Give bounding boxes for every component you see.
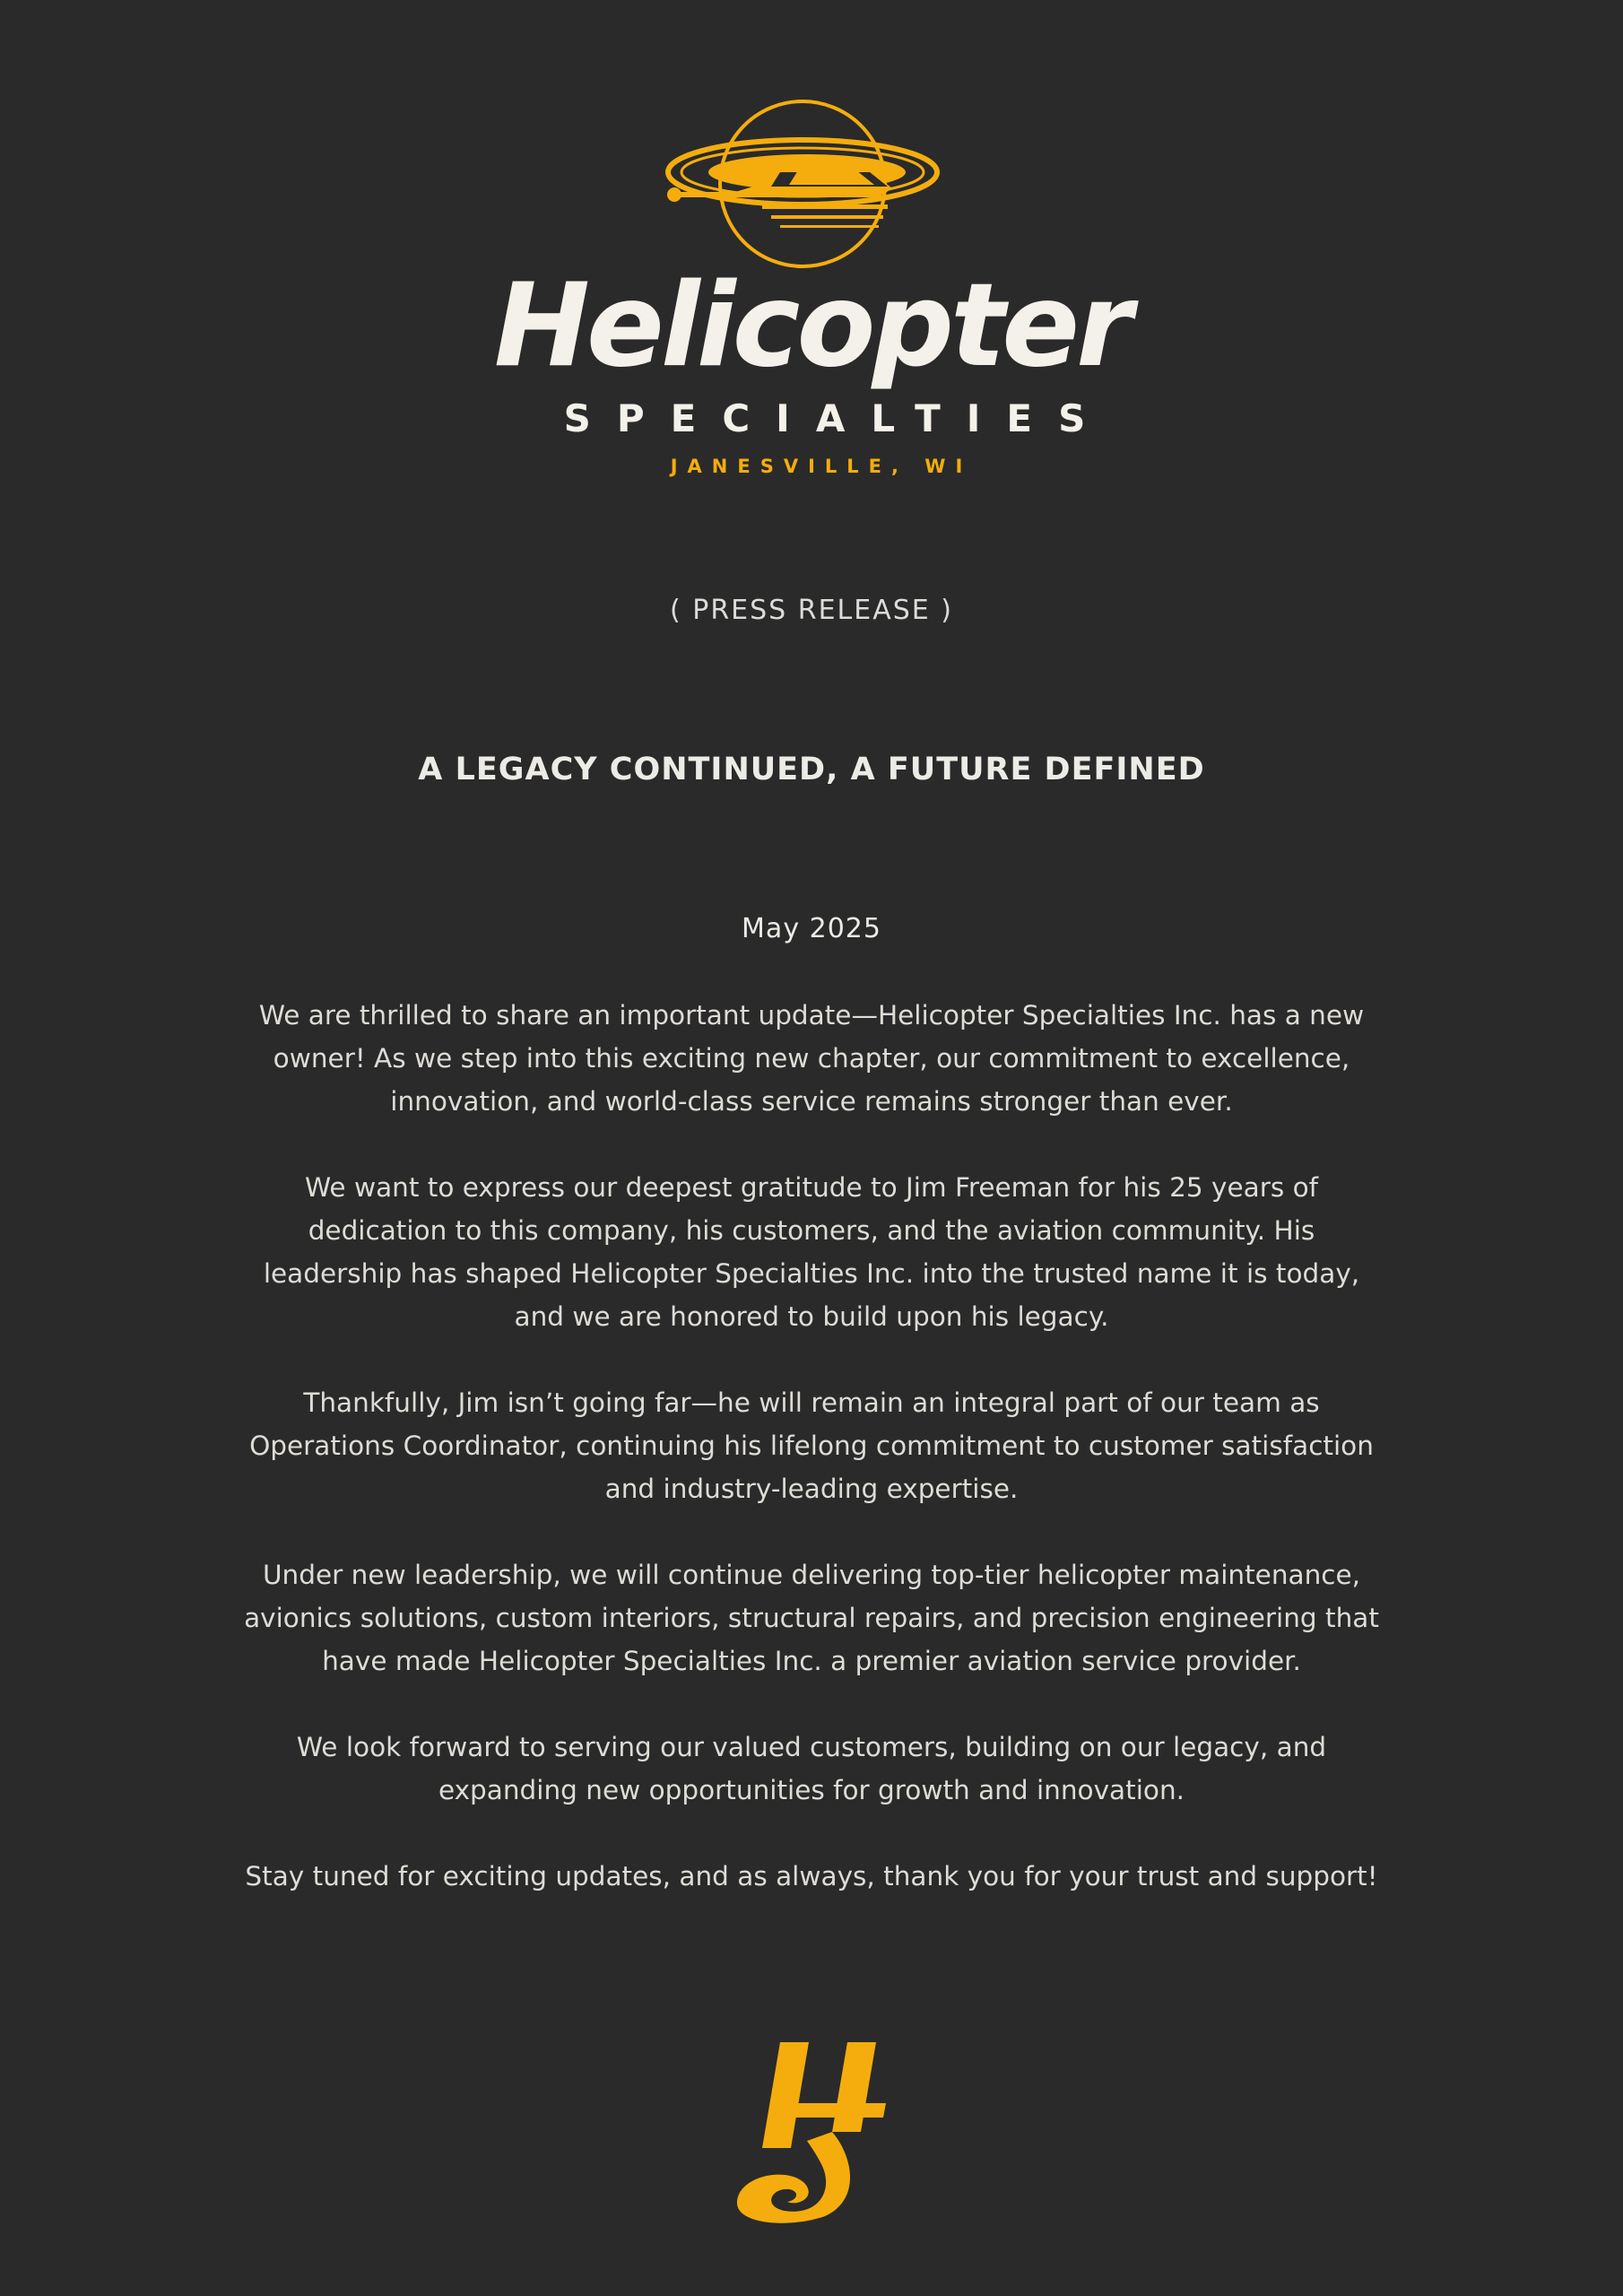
brand-monogram [735,2040,888,2224]
brand-subtitle: SPECIALTIES [563,396,1112,440]
paragraph: Thankfully, Jim isn’t going far—he will remain an integral part of our team as Operations Coordinator, continuing his lifelong commitment to customer satisfaction and industry-leading expertise. [249,1387,1374,1504]
hs-monogram-icon [735,2040,888,2224]
brand-location: JANESVILLE, WI [670,456,973,477]
press-release-tag: ( PRESS RELEASE ) [670,595,953,626]
brand-wordmark: Helicopter [493,259,1130,393]
release-date: May 2025 [742,913,881,944]
paragraph: We are thrilled to share an important update—Helicopter Specialties Inc. has a new owner! As we step into this exciting new chapter, our commitment to excellence, innovation, and world-class service remains stronger than ever. [258,1000,1365,1117]
release-body [238,994,1385,1941]
page-title: A LEGACY CONTINUED, A FUTURE DEFINED [418,752,1205,787]
paragraph: Under new leadership, we will continue delivering top-tier helicopter maintenance, avionics solutions, custom interiors, structural repairs, and precision engineering that have made Helicopter Specialties Inc. a premier aviation service provider. [244,1560,1379,1676]
helicopter-emblem-icon [664,99,959,278]
paragraph: Stay tuned for exciting updates, and as always, thank you for your trust and support! [245,1861,1378,1892]
paragraph: We want to express our deepest gratitude to Jim Freeman for his 25 years of dedication to this company, his customers, and the aviation community. His leadership has shaped Helicopter Specialties Inc. into the trusted name it is today, and we are honored to build upon his legacy. [263,1172,1360,1332]
paragraph: We look forward to serving our valued customers, building on our legacy, and expanding new opportunities for growth and innovation. [296,1732,1327,1805]
